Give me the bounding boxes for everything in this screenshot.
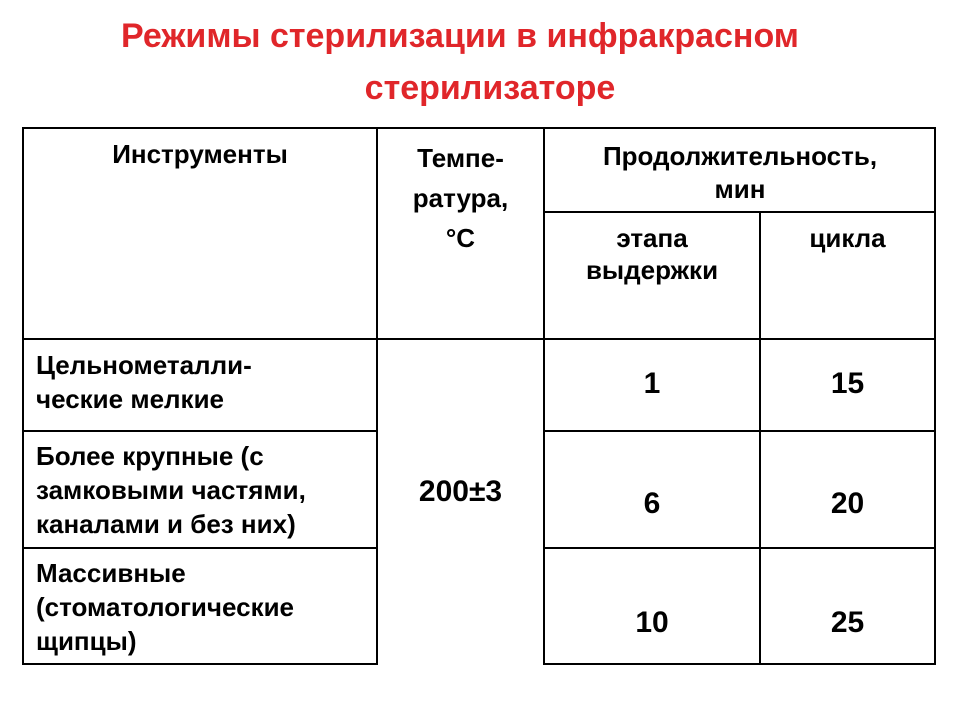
table-border-bottom-right (544, 663, 936, 665)
header-cycle (761, 222, 934, 254)
row-2-cycle-value: 20 (830, 487, 865, 520)
table-border-left (22, 127, 24, 665)
table-divider-row-2-left (22, 547, 378, 549)
row-2-instrument-line-3: каналами и без них) (36, 509, 296, 539)
row-1-hold (545, 368, 759, 400)
table-divider-row-1-left (22, 430, 378, 432)
table-divider-row-1-right (544, 430, 936, 432)
row-3-cycle (761, 607, 934, 639)
row-3-hold-value: 10 (635, 606, 669, 639)
table-border-right (934, 127, 936, 665)
table-divider-row-2-right (544, 547, 936, 549)
row-3-instrument-line-2: (стоматологические (36, 592, 295, 622)
header-duration-line-1: Продолжительность, (602, 141, 878, 171)
header-instruments (24, 138, 376, 170)
header-duration (545, 140, 935, 206)
header-cycle-label: цикла (809, 223, 886, 253)
header-temperature-line-2: ратура, (412, 183, 509, 213)
row-2-instrument (36, 439, 376, 541)
table-divider-header (22, 338, 936, 340)
temperature-value-text: 200±3 (418, 475, 503, 508)
row-1-instrument-line-2: ческие мелкие (36, 384, 225, 414)
header-instruments-label: Инструменты (112, 139, 288, 169)
row-3-instrument (36, 556, 376, 658)
row-1-cycle (761, 368, 934, 400)
row-3-instrument-line-3: щипцы) (36, 626, 137, 656)
header-hold-stage-line-1: этапа (616, 223, 688, 253)
row-2-cycle (761, 488, 934, 520)
row-1-instrument-line-1: Цельнометалли- (36, 350, 252, 380)
header-temperature (378, 138, 543, 258)
header-temperature-line-1: Темпе- (417, 143, 504, 173)
table-border-bottom-left (22, 663, 378, 665)
header-hold-stage-line-2: выдержки (585, 255, 719, 285)
row-2-instrument-line-2: замковыми частями, (36, 475, 306, 505)
row-3-instrument-line-1: Массивные (36, 558, 186, 588)
table-border-top (22, 127, 936, 129)
row-2-hold-value: 6 (643, 487, 661, 520)
row-3-hold (545, 607, 759, 639)
title-line-2: стерилизаторе (364, 69, 616, 107)
header-duration-line-2: мин (714, 174, 766, 204)
table-divider-subheader (544, 211, 936, 213)
row-1-instrument (36, 348, 376, 416)
header-temperature-line-3: °С (445, 223, 476, 253)
row-1-cycle-value: 15 (830, 367, 865, 400)
temperature-value (378, 476, 543, 508)
table-column-divider-3 (759, 211, 761, 665)
row-1-hold-value: 1 (643, 367, 661, 400)
row-2-instrument-line-1: Более крупные (с (36, 441, 264, 471)
row-3-cycle-value: 25 (830, 606, 865, 639)
title-line-1: Режимы стерилизации в инфракрасном (121, 17, 799, 55)
row-2-hold (545, 488, 759, 520)
header-hold-stage (545, 222, 759, 286)
